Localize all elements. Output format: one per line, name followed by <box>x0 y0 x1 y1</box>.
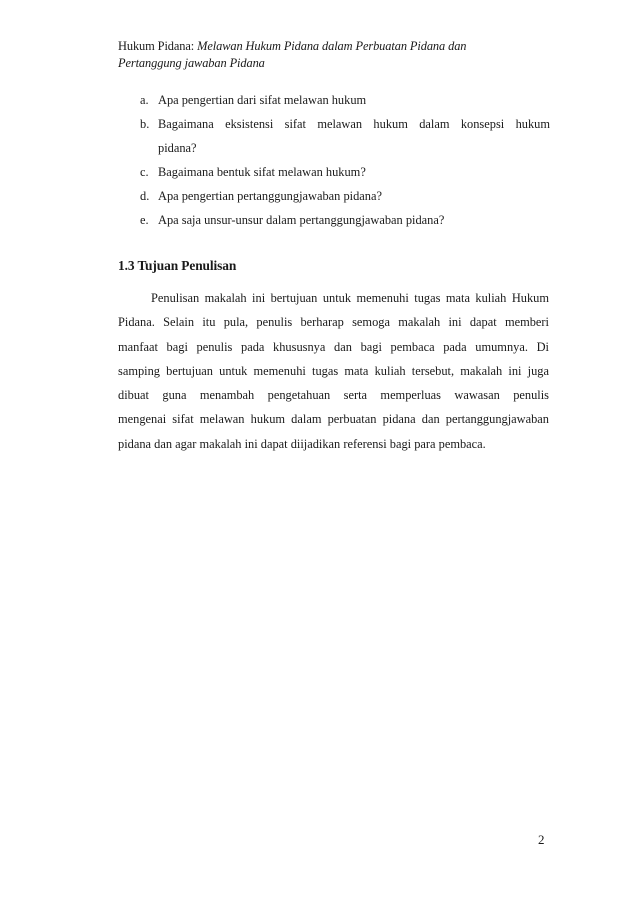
section-heading: 1.3 Tujuan Penulisan <box>118 258 237 273</box>
list-item-text-line1: Bagaimana eksistensi sifat melawan hukum dalam konsepsi hukum <box>158 117 550 131</box>
list-item-text: Apa pengertian pertanggungjawaban pidana? <box>158 189 382 203</box>
paragraph-line: dibuat guna menambah pengetahuan serta memperluas wawasan penulis <box>118 388 549 403</box>
paragraph-line: Penulisan makalah ini bertujuan untuk memenuhi tugas mata kuliah Hukum <box>151 291 549 305</box>
list-item <box>118 160 550 184</box>
list-item-marker: c. <box>140 165 149 179</box>
question-list <box>118 88 550 232</box>
paragraph-line: pidana dan agar makalah ini dapat diijadikan referensi bagi para pembaca. <box>118 436 486 451</box>
list-item-text: Bagaimana bentuk sifat melawan hukum? <box>158 165 366 179</box>
running-header <box>118 38 538 72</box>
list-item-marker: a. <box>140 93 149 107</box>
list-item-text-line2: pidana? <box>158 141 197 155</box>
list-item-marker: e. <box>140 213 149 227</box>
header-title-italic-line2: Pertanggung jawaban Pidana <box>118 56 265 70</box>
paragraph-line: Pidana. Selain itu pula, penulis berharap semoga makalah ini dapat memberi <box>118 315 549 330</box>
list-item <box>118 88 550 112</box>
paragraph-line: samping bertujuan untuk memenuhi tugas mata kuliah tersebut, makalah ini juga <box>118 363 549 378</box>
list-item-marker: b. <box>140 117 150 131</box>
paragraph-line: mengenai sifat melawan hukum dalam perbuatan pidana dan pertanggungjawaban <box>118 412 549 427</box>
list-item-text: Apa pengertian dari sifat melawan hukum <box>158 93 367 107</box>
list-item <box>118 112 550 160</box>
list-item <box>118 184 550 208</box>
header-title-regular: Hukum Pidana: <box>118 39 198 53</box>
list-item-marker: d. <box>140 189 150 203</box>
list-item-text: Apa saja unsur-unsur dalam pertanggungjawaban pidana? <box>158 213 445 227</box>
list-item <box>118 208 550 232</box>
header-title-italic-line1: Melawan Hukum Pidana dalam Perbuatan Pidana dan <box>197 39 467 53</box>
paragraph-line: manfaat bagi penulis pada khususnya dan bagi pembaca pada umumnya. Di <box>118 339 549 354</box>
body-paragraph <box>118 286 549 456</box>
page-number: 2 <box>538 832 545 847</box>
